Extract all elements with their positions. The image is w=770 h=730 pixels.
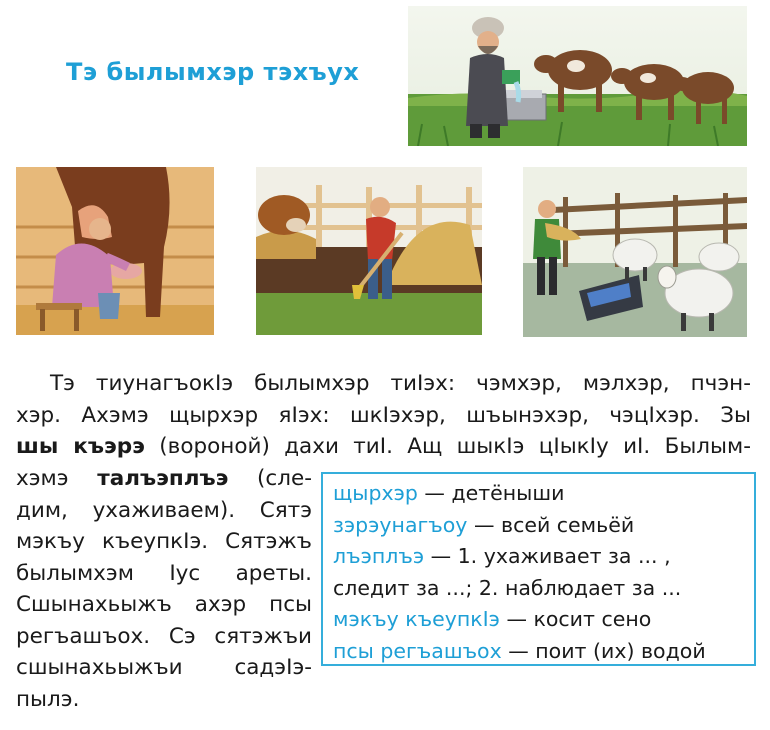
paragraph-line xyxy=(16,431,751,463)
vocab-entry-continued xyxy=(333,573,754,605)
vocab-word: мэкъу къеупкIэ xyxy=(333,607,500,631)
vocab-meaning: — всей семьёй xyxy=(467,512,635,537)
woman-milking-cow-image xyxy=(16,167,214,335)
vocab-meaning: — поит (их) водой xyxy=(501,638,706,663)
paragraph-line: хэр. Ахэмэ щырхэр яIэх: шкIэхэр, шъынэхэр, чэцIхэр. Зы xyxy=(16,402,751,428)
vocab-word: лъэплъэ xyxy=(333,544,425,568)
paragraph-text: хэмэ xyxy=(16,466,98,491)
paragraph-text: (сле- xyxy=(228,466,312,491)
paragraph-line: пылэ. xyxy=(16,686,80,712)
boy-feeding-sheep-image xyxy=(523,167,747,337)
paragraph-line xyxy=(16,463,312,495)
farmer-watering-cows-image xyxy=(408,6,747,146)
vocab-meaning: — 1. ухаживает за ... , xyxy=(424,544,671,568)
paragraph-line: дим, ухаживаем). Сятэ xyxy=(16,497,312,523)
paragraph-line: Сшынахьыжъ ахэр псы xyxy=(16,592,312,617)
story-paragraph xyxy=(16,368,751,463)
story-paragraph-continued xyxy=(16,463,312,715)
paragraph-line: сшынахьыжъи садэIэ- xyxy=(16,655,312,680)
paragraph-line: регъашъох. Сэ сятэжъи xyxy=(16,623,312,649)
vocab-word: псы регъашъох xyxy=(333,638,502,663)
vocab-word: зэрэунагъоу xyxy=(333,512,468,537)
vocab-entry xyxy=(333,541,754,573)
paragraph-line: былымхэм Iус ареты. xyxy=(16,560,312,586)
vocab-word: щырхэр xyxy=(333,481,418,505)
vocab-entry xyxy=(333,636,754,668)
man-forking-hay-image xyxy=(256,167,482,335)
vocab-meaning: — косит сено xyxy=(499,607,652,631)
paragraph-text: (вороной) дахи тиI. Ащ шыкIэ цIыкIу иI. Былым- xyxy=(144,434,751,459)
vocabulary-box xyxy=(321,472,756,666)
vocab-entry xyxy=(333,510,754,542)
paragraph-line: Тэ тиунагъокIэ былымхэр тиIэх: чэмхэр, мэлхэр, пчэн- xyxy=(50,371,751,396)
paragraph-line: мэкъу къеупкIэ. Сятэжъ xyxy=(16,529,312,554)
vocab-entry xyxy=(333,478,754,510)
vocab-entry xyxy=(333,604,754,636)
lesson-title: Тэ былымхэр тэхъух xyxy=(66,58,360,86)
key-term-shy-kere: шы къэрэ xyxy=(16,434,145,459)
key-term-talyeplye: талъэплъэ xyxy=(97,466,229,491)
vocab-meaning: — детёныши xyxy=(417,481,565,505)
vocab-meaning: следит за ...; 2. наблюдает за ... xyxy=(333,575,682,600)
